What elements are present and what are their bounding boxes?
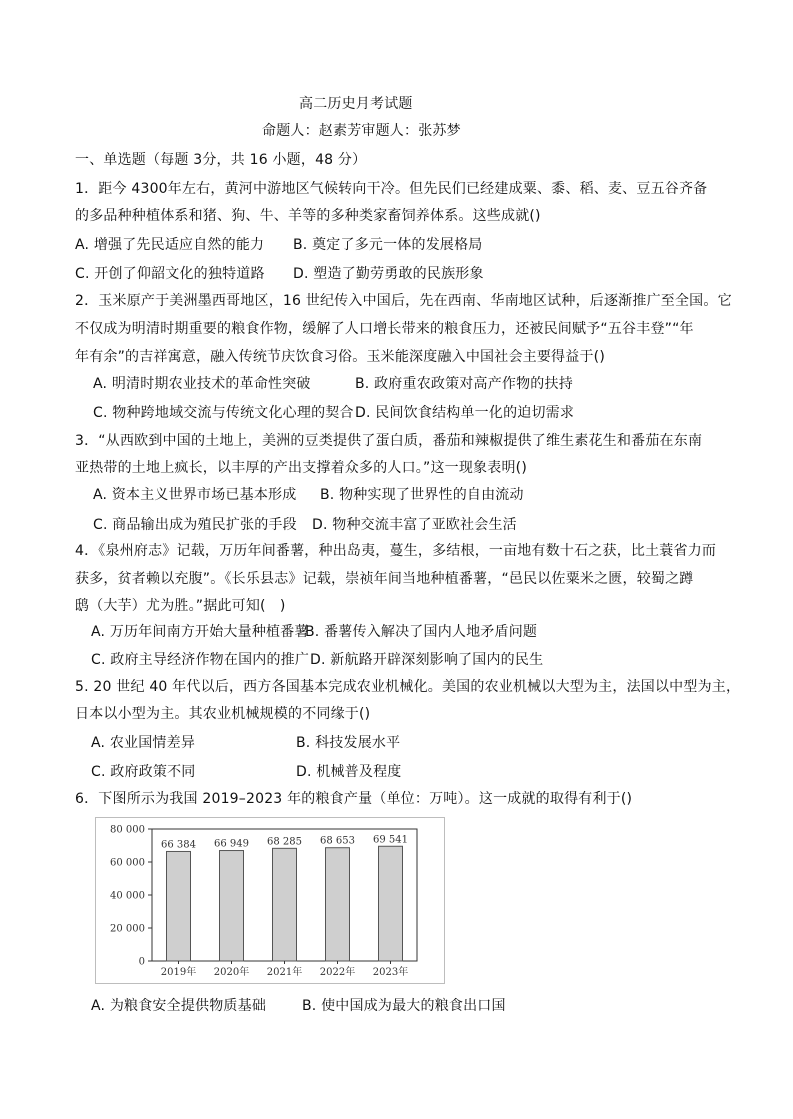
x-tick-label: 2019年	[160, 967, 197, 978]
question-2-stem-line-2: 不仅成为明清时期重要的粮食作物，缓解了人口增长带来的粮食压力，还被民间赋予“五谷丰登”“年	[75, 321, 694, 337]
bar-value-label: 69 541	[373, 834, 408, 846]
question-1-stem-line-1: 1．距今 4300年左右，黄河中游地区气候转向干冷。但先民们已经建成粟、黍、稻、麦、豆五谷齐备	[75, 181, 708, 197]
question-2-stem-line-1: 2．玉米原产于美洲墨西哥地区，16 世纪传入中国后，先在西南、华南地区试种，后逐渐推广至全国。它	[75, 293, 732, 309]
question-4-stem-line-3: 鸱（大芋）尤为胜。”据此可知( )	[75, 598, 286, 614]
section-heading: 一、单选题（每题 3分，共 16 小题，48 分）	[75, 152, 367, 168]
question-5-stem-line-1: 5. 20 世纪 40 年代以后，西方各国基本完成农业机械化。美国的农业机械以大型为主，法国以中型为主，	[75, 679, 741, 695]
bar-chart-svg	[95, 817, 445, 984]
y-tick-label: 20 000	[110, 923, 145, 935]
question-4-option-b: B. 番薯传入解决了国内人地矛盾问题	[305, 624, 538, 640]
question-3-option-b: B. 物种实现了世界性的自由流动	[320, 487, 524, 503]
question-4-option-c: C. 政府主导经济作物在国内的推广	[91, 652, 310, 668]
question-2-option-a: A. 明清时期农业技术的革命性突破	[93, 376, 311, 392]
y-tick-label: 80 000	[110, 824, 145, 836]
question-2-option-d: D. 民间饮食结构单一化的迫切需求	[355, 405, 575, 421]
question-5-option-a: A. 农业国情差异	[91, 735, 196, 751]
question-3-stem-line-1: 3．“从西欧到中国的土地上，美洲的豆类提供了蛋白质，番茄和辣椒提供了维生素花生和番茄在东南	[75, 433, 703, 449]
y-tick-label: 60 000	[110, 857, 145, 869]
question-3-option-c: C. 商品输出成为殖民扩张的手段	[93, 517, 297, 533]
y-tick-label: 40 000	[110, 890, 145, 902]
question-3-option-a: A. 资本主义世界市场已基本形成	[93, 487, 297, 503]
question-4-option-a: A. 万历年间南方开始大量种植番薯	[91, 624, 309, 640]
bar	[167, 851, 191, 961]
question-1-option-d: D. 塑造了勤劳勇敢的民族形象	[293, 266, 484, 282]
question-2-option-c: C. 物种跨地域交流与传统文化心理的契合	[93, 405, 354, 421]
bar	[326, 848, 350, 961]
question-1-option-c: C. 开创了仰韶文化的独特道路	[75, 266, 265, 282]
x-tick-label: 2023年	[372, 967, 409, 978]
x-tick-label: 2021年	[266, 967, 303, 978]
question-6-stem-line-1: 6．下图所示为我国 2019–2023 年的粮食产量（单位：万吨）。这一成就的取得有利于()	[75, 791, 633, 807]
question-5-option-d: D. 机械普及程度	[296, 764, 402, 780]
page-title: 高二历史月考试题	[299, 96, 413, 112]
x-tick-label: 2022年	[319, 967, 356, 978]
question-5-stem-line-2: 日本以小型为主。其农业机械规模的不同缘于()	[75, 706, 371, 722]
grain-production-chart	[95, 817, 445, 984]
bar-value-label: 66 949	[214, 838, 249, 850]
question-4-stem-line-2: 获多，贫者赖以充腹”。《长乐县志》记载，崇祯年间当地种植番薯，“邑民以佐粟米之匮，较蜀之蹲	[75, 571, 694, 587]
question-6-option-b: B. 使中国成为最大的粮食出口国	[302, 998, 506, 1014]
question-2-stem-line-3: 年有余”的吉祥寓意，融入传统节庆饮食习俗。玉米能深度融入中国社会主要得益于()	[75, 349, 605, 365]
question-1-option-b: B. 奠定了多元一体的发展格局	[293, 237, 483, 253]
bar-value-label: 68 653	[320, 835, 355, 847]
question-5-option-c: C. 政府政策不同	[91, 764, 196, 780]
question-6-option-a: A. 为粮食安全提供物质基础	[91, 998, 267, 1014]
question-1-option-a: A. 增强了先民适应自然的能力	[75, 237, 265, 253]
authors-line: 命题人：赵素芳审题人：张苏梦	[262, 123, 461, 139]
question-3-stem-line-2: 亚热带的土地上疯长，以丰厚的产出支撑着众多的人口。”这一现象表明()	[75, 460, 527, 476]
question-4-option-d: D. 新航路开辟深刻影响了国内的民生	[310, 652, 544, 668]
question-5-option-b: B. 科技发展水平	[296, 735, 401, 751]
bar-value-label: 68 285	[267, 836, 302, 848]
question-2-option-b: B. 政府重农政策对高产作物的扶持	[355, 376, 573, 392]
bar	[379, 846, 403, 961]
question-4-stem-line-1: 4．《泉州府志》记载，万历年间番薯，种出岛夷，蔓生，多结根，一亩地有数十石之获，比土蓑省力而	[75, 543, 717, 559]
y-tick-label: 0	[138, 956, 145, 968]
question-1-stem-line-2: 的多品种种植体系和猪、狗、牛、羊等的多种类家畜饲养体系。这些成就()	[75, 208, 541, 224]
question-3-option-d: D. 物种交流丰富了亚欧社会生活	[312, 517, 517, 533]
bar-value-label: 66 384	[161, 839, 196, 851]
x-tick-label: 2020年	[213, 967, 250, 978]
bar	[273, 848, 297, 961]
bar	[220, 851, 244, 961]
